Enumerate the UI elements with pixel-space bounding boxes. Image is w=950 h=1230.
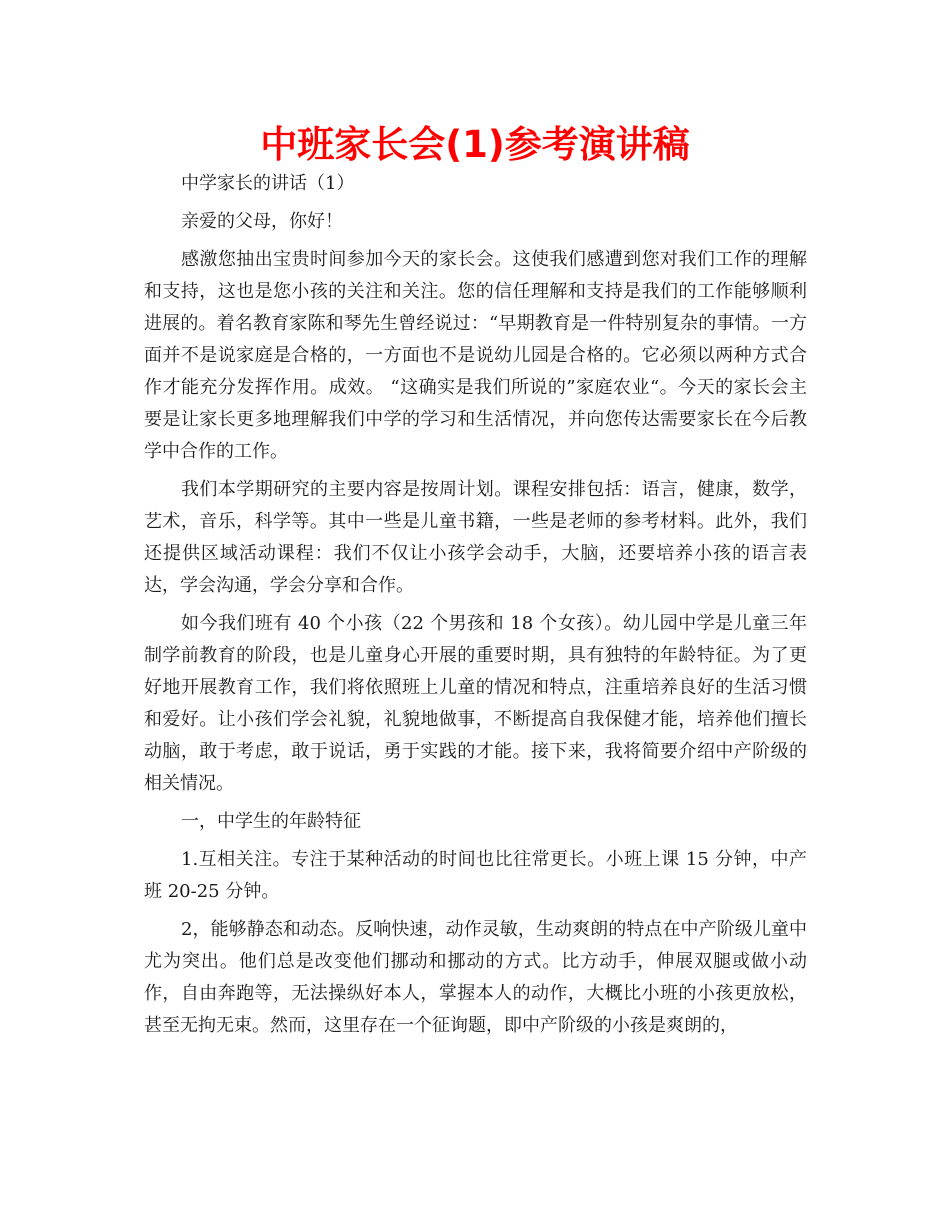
document-body — [144, 168, 807, 1048]
paragraph: 我们本学期研究的主要内容是按周计划。课程安排包括：语言，健康，数学，艺术，音乐，科学等。其中一些是儿童书籍，一些是老师的参考材料。此外，我们还提供区域活动课程：我们不仅让小孩学会动手，大脑，还要培养小孩的语言表达，学会沟通，学会分享和合作。 — [144, 479, 807, 596]
paragraph-heading: 中学家长的讲话（1） — [181, 173, 355, 194]
document-title: 中班家长会(1)参考演讲稿 — [260, 123, 690, 166]
section-heading: 一，中学生的年龄特征 — [181, 811, 361, 832]
paragraph: 2，能够静态和动态。反响快速，动作灵敏，生动爽朗的特点在中产阶级儿童中尤为突出。他们总是改变他们挪动和挪动的方式。比方动手，伸展双腿或做小动作，自由奔跑等，无法操纵好本人，掌握本人的动作，大概比小班的小孩更放松，甚至无拘无束。然而，这里存在一个征询题，即中产阶级的小孩是爽朗的， — [144, 919, 807, 1036]
paragraph-greeting: 亲爱的父母，你好！ — [181, 211, 343, 232]
paragraph: 感激您抽出宝贵时间参加今天的家长会。这使我们感遭到您对我们工作的理解和支持，这也是您小孩的关注和关注。您的信任理解和支持是我们的工作能够顺利进展的。着名教育家陈和琴先生曾经说过：“早期教育是一件特别复杂的事情。一方面并不是说家庭是合格的，一方面也不是说幼儿园是合格的。它必须以两种方式合作才能充分发挥作用。成效。 “这确实是我们所说的”家庭农业“。今天的家长会主要是让家长更多地理解我们中学的学习和生活情况，并向您传达需要家长在今后教学中合作的工作。 — [144, 249, 807, 462]
paragraph: 如今我们班有 40 个小孩（22 个男孩和 18 个女孩）。幼儿园中学是儿童三年制学前教育的阶段，也是儿童身心开展的重要时期，具有独特的年龄特征。为了更好地开展教育工作，我们将依照班上儿童的情况和特点，注重培养良好的生活习惯和爱好。让小孩们学会礼貌，礼貌地做事，不断提高自我保健才能，培养他们擅长动脑，敢于考虑，敢于说话，勇于实践的才能。接下来，我将简要介绍中产阶级的相关情况。 — [144, 613, 807, 794]
paragraph: 1.互相关注。专注于某种活动的时间也比往常更长。小班上课 15 分钟，中产班 20-25 分钟。 — [144, 849, 807, 902]
